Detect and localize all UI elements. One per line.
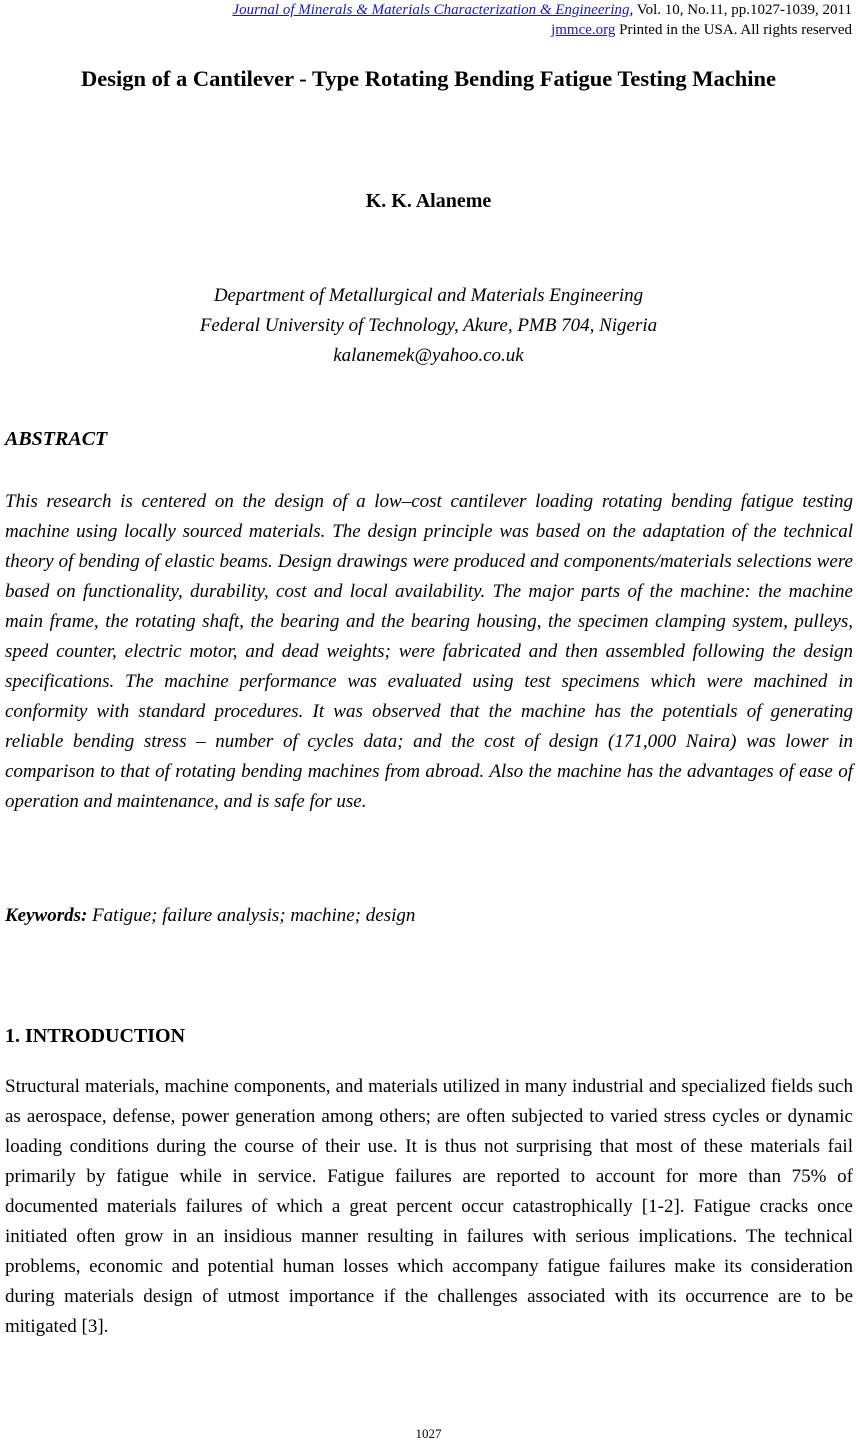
- introduction-text: Structural materials, machine components, and materials utilized in many industrial and specialized fields such as aerospace, defense, power generation among others; are often subjected to varied stress cycles or dynamic loading conditions during the course of their use. It is thus not surprising that most of these materials fail primarily by fatigue while in service. Fatigue failures are reported to account for more than 75% of documented materials failures of which a great percent occur catastrophically [1-2]. Fatigue cracks once initiated often grow in an insidious manner resulting in failures with serious implications. The technical problems, economic and potential human losses which accompany fatigue failures make its consideration during materials design of utmost importance if the challenges associated with its occurrence are to be mitigated [3].: [5, 1076, 853, 1337]
- keywords-text: Fatigue; failure analysis; machine; design: [87, 905, 416, 926]
- page-number: 1027: [415, 1426, 442, 1441]
- author-email: kalanemek@yahoo.co.uk: [333, 345, 524, 366]
- journal-link[interactable]: Journal of Minerals & Materials Characterization & Engineering: [232, 2, 630, 18]
- paper-title: Design of a Cantilever - Type Rotating Bending Fatigue Testing Machine: [80, 66, 777, 91]
- abstract-heading: ABSTRACT: [5, 428, 108, 450]
- author-name: K. K. Alaneme: [365, 190, 492, 212]
- rights-text: Printed in the USA. All rights reserved: [615, 22, 852, 38]
- citation-line: [232, 0, 852, 20]
- affiliation-university: Federal University of Technology, Akure, PMB 704, Nigeria: [199, 315, 658, 336]
- affiliation-block: [0, 281, 857, 371]
- section-heading-introduction: 1. INTRODUCTION: [5, 1025, 186, 1047]
- affiliation-department: Department of Metallurgical and Materials Engineering: [213, 285, 644, 306]
- keywords-label: Keywords:: [5, 905, 88, 926]
- rights-line: [232, 20, 852, 40]
- running-header: [232, 0, 852, 40]
- site-link[interactable]: jmmce.org: [551, 22, 616, 38]
- citation-text: , Vol. 10, No.11, pp.1027-1039, 2011: [629, 2, 852, 18]
- keywords-line: [5, 905, 853, 927]
- abstract-text: This research is centered on the design of a low–cost cantilever loading rotating bending fatigue testing machine using locally sourced materials. The design principle was based on the adaptation of the technical theory of bending of elastic beams. Design drawings were produced and components/materials selections were based on functionality, durability, cost and local availability. The major parts of the machine: the machine main frame, the rotating shaft, the bearing and the bearing housing, the specimen clamping system, pulleys, speed counter, electric motor, and dead weights; were fabricated and then assembled following the design specifications. The machine performance was evaluated using test specimens which were machined in conformity with standard procedures. It was observed that the machine has the potentials of generating reliable bending stress – number of cycles data; and the cost of design (171,000 Naira) was lower in comparison to that of rotating bending machines from abroad. Also the machine has the advantages of ease of operation and maintenance, and is safe for use.: [5, 491, 853, 812]
